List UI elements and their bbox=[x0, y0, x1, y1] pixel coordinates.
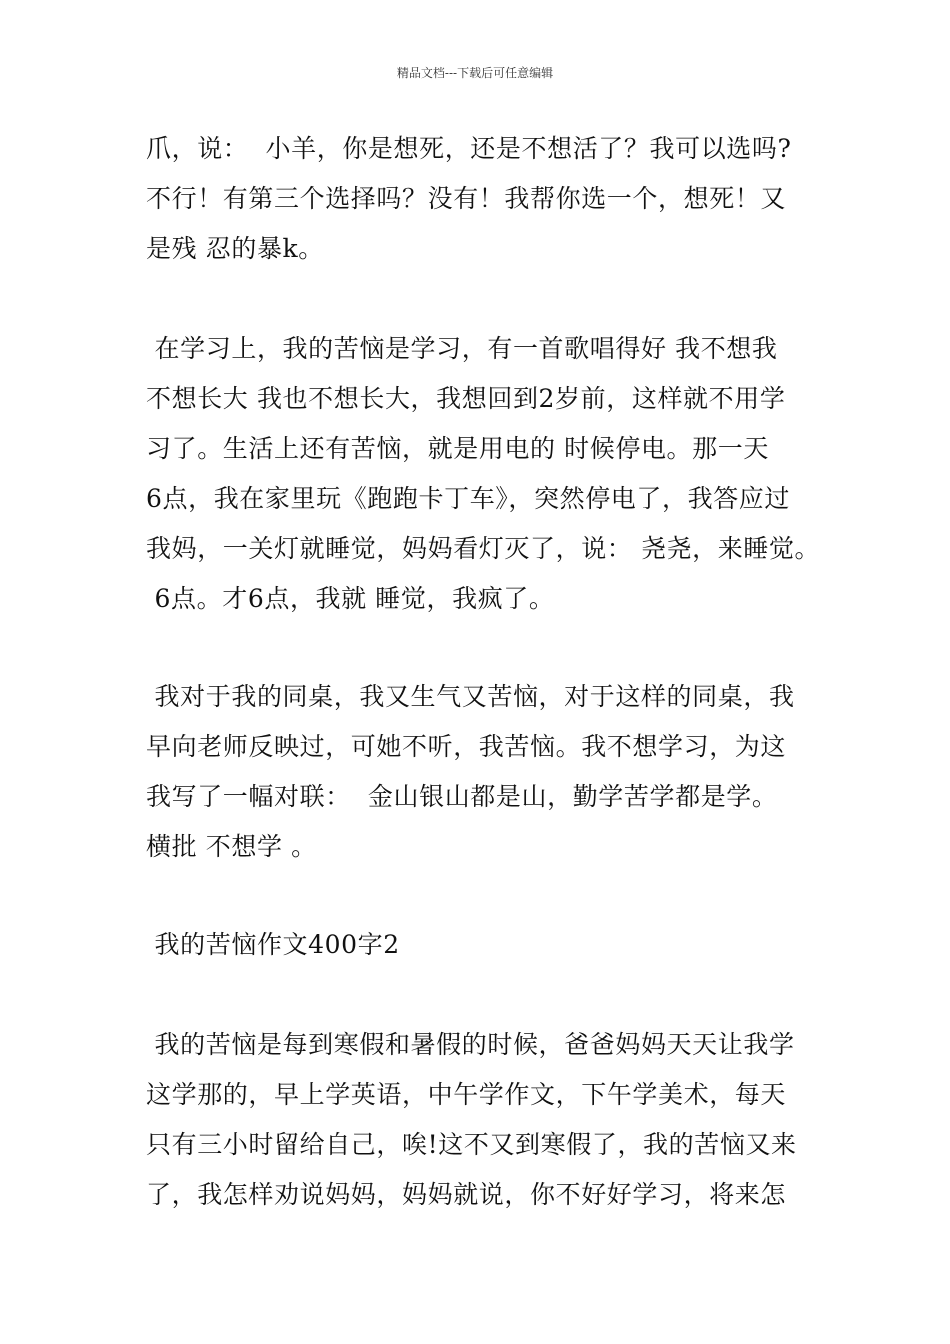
paragraph-5-line-2: 这学那的，早上学英语，中午学作文，下午学美术，每天 bbox=[146, 1080, 787, 1109]
paragraph-2-line-3: 习了。生活上还有苦恼，就是用电的 时候停电。那一天 bbox=[146, 434, 769, 463]
section-title: 我的苦恼作文400字2 bbox=[146, 930, 400, 959]
paragraph-5-line-3: 只有三小时留给自己，唉!这不又到寒假了，我的苦恼又来 bbox=[146, 1130, 797, 1159]
paragraph-2-line-4: 6点，我在家里玩《跑跑卡丁车》，突然停电了，我答应过 bbox=[146, 484, 791, 513]
page-header: 精品文档---下载后可任意编辑 bbox=[396, 66, 554, 80]
paragraph-2-line-6: 6点。才6点，我就 睡觉，我疯了。 bbox=[146, 584, 555, 613]
paragraph-1-line-2: 不行！有第三个选择吗？没有！我帮你选一个，想死！又 bbox=[146, 184, 787, 213]
paragraph-3-line-4: 横批 不想学 。 bbox=[146, 832, 317, 861]
paragraph-2-line-5: 我妈，一关灯就睡觉，妈妈看灯灭了，说： 尧尧，来睡觉。 bbox=[146, 534, 821, 563]
paragraph-1-line-3: 是残 忍的暴k。 bbox=[146, 234, 324, 263]
paragraph-5-line-1: 我的苦恼是每到寒假和暑假的时候，爸爸妈妈天天让我学 bbox=[146, 1030, 795, 1059]
paragraph-1-line-1: 爪，说： 小羊，你是想死，还是不想活了？我可以选吗? bbox=[146, 134, 792, 163]
paragraph-3-line-2: 早向老师反映过，可她不听，我苦恼。我不想学习，为这 bbox=[146, 732, 787, 761]
paragraph-3-line-3: 我写了一幅对联： 金山银山都是山，勤学苦学都是学。 bbox=[146, 782, 778, 811]
paragraph-5-line-4: 了，我怎样劝说妈妈，妈妈就说，你不好好学习，将来怎 bbox=[146, 1180, 787, 1209]
paragraph-2-line-1: 在学习上，我的苦恼是学习，有一首歌唱得好 我不想我 bbox=[146, 334, 778, 363]
paragraph-3-line-1: 我对于我的同桌，我又生气又苦恼，对于这样的同桌，我 bbox=[146, 682, 795, 711]
paragraph-2-line-2: 不想长大 我也不想长大，我想回到2岁前，这样就不用学 bbox=[146, 384, 786, 413]
